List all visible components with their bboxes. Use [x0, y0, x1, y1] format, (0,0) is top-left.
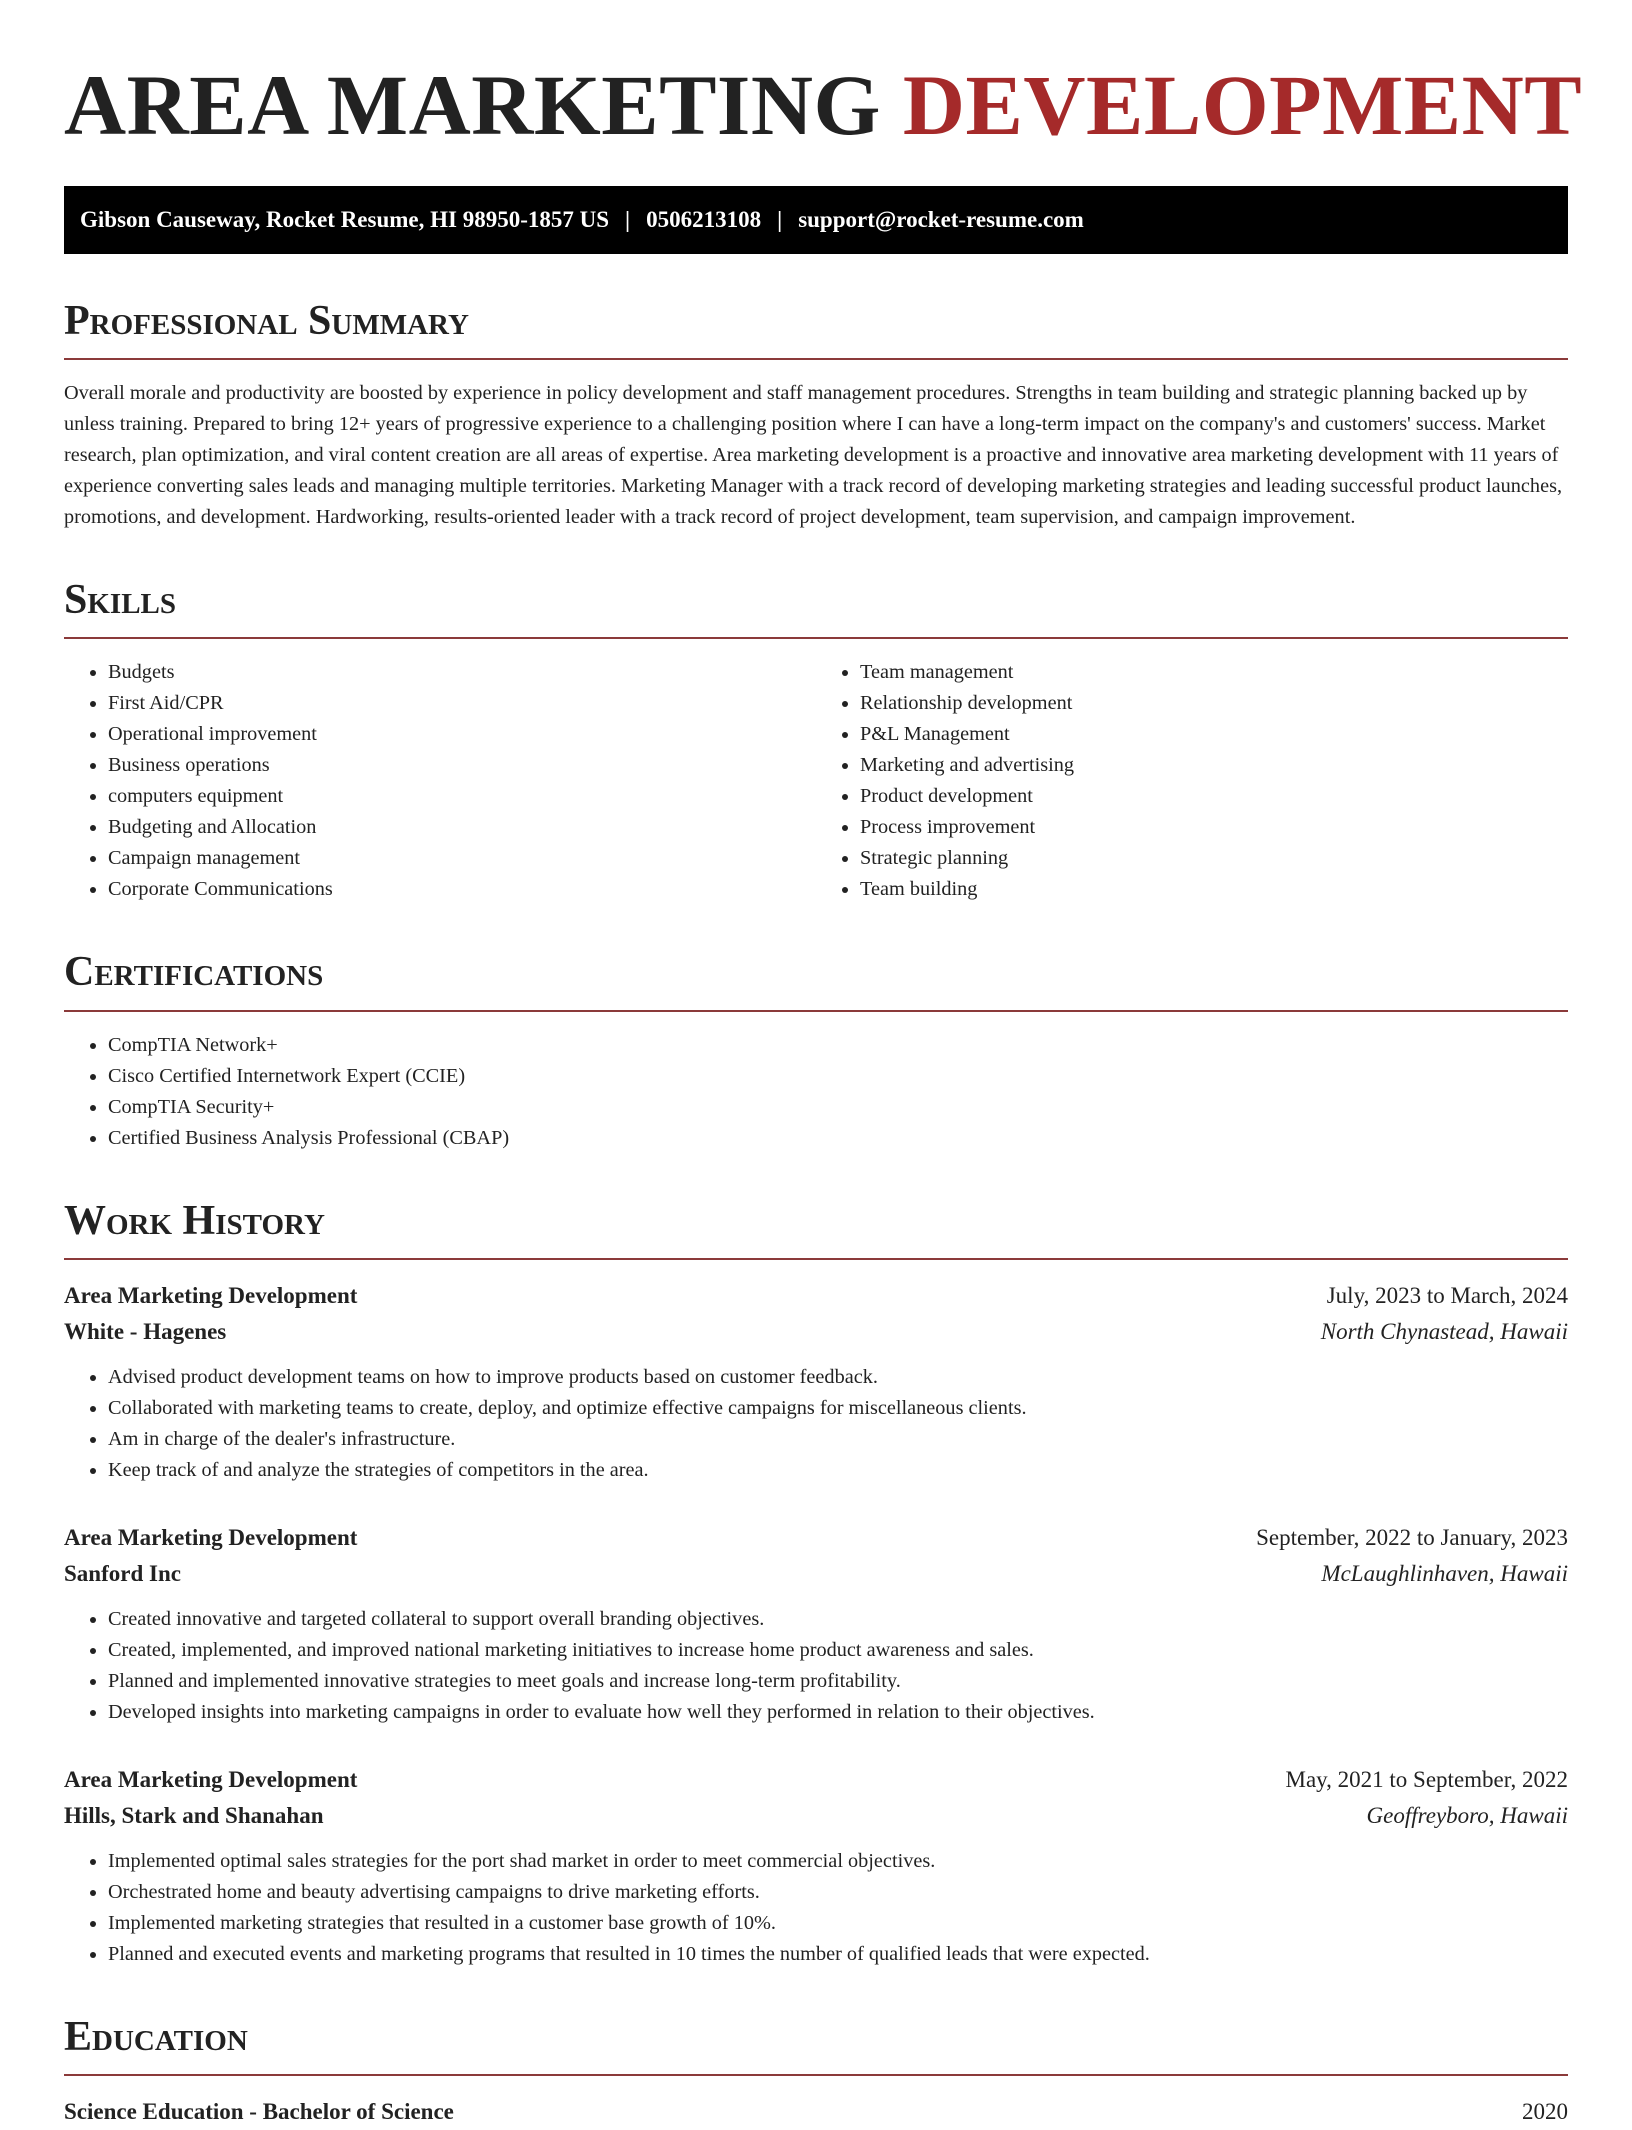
job-dates: May, 2021 to September, 2022	[1285, 1766, 1568, 1792]
education-section	[64, 2014, 1568, 2130]
certification-item: • Cisco Certified Internetwork Expert (CCIE)	[108, 1061, 1568, 1092]
job-location: McLaughlinhaven, Hawaii	[1321, 1560, 1568, 1586]
job-bullet: • Implemented marketing strategies that resulted in a customer base growth of 10%.	[108, 1908, 1568, 1939]
job-bullet: • Planned and executed events and marketing programs that resulted in 10 times the number of qualified leads that were expected.	[108, 1939, 1568, 1970]
education-degree: Science Education - Bachelor of Science	[64, 2098, 454, 2124]
job-company: Sanford Inc	[64, 1560, 181, 1586]
job-bullet: • Planned and implemented innovative strategies to meet goals and increase long-term profitability.	[108, 1666, 1568, 1697]
section-title: Work History	[64, 1197, 325, 1244]
job-bullet: • Created, implemented, and improved national marketing initiatives to increase home product awareness and sales.	[108, 1635, 1568, 1666]
contact-bar	[64, 186, 1568, 254]
job-bullets	[64, 1362, 1568, 1486]
section-divider	[64, 637, 1568, 639]
job-company-row	[64, 1798, 1568, 1834]
contact-separator: |	[777, 207, 783, 232]
skill-item: • Marketing and advertising	[860, 750, 1568, 781]
skill-item: • Campaign management	[108, 843, 816, 874]
contact-address: Gibson Causeway, Rocket Resume, HI 98950-1857 US	[80, 207, 610, 232]
education-year: 2020	[1522, 2098, 1568, 2124]
section-divider	[64, 2074, 1568, 2076]
certification-item: • CompTIA Network+	[108, 1030, 1568, 1061]
contact-separator: |	[625, 207, 631, 232]
skills-list	[816, 657, 1568, 905]
job-bullet: • Collaborated with marketing teams to create, deploy, and optimize effective campaigns for miscellaneous clients.	[108, 1393, 1568, 1424]
job-dates: July, 2023 to March, 2024	[1326, 1282, 1568, 1308]
skill-item: • Budgeting and Allocation	[108, 812, 816, 843]
skills-section	[64, 577, 1568, 905]
certification-item: • Certified Business Analysis Professional (CBAP)	[108, 1123, 1568, 1154]
section-title: Certifications	[64, 949, 324, 996]
name-last: DEVELOPMENT	[902, 57, 1583, 153]
job-bullet: • Developed insights into marketing campaigns in order to evaluate how well they performed in relation to their objectives.	[108, 1697, 1568, 1728]
certifications-section	[64, 949, 1568, 1153]
skill-item: • Product development	[860, 781, 1568, 812]
section-divider	[64, 1258, 1568, 1260]
contact-phone: 0506213108	[646, 207, 762, 232]
work-history-section	[64, 1198, 1568, 1970]
skills-column-right	[816, 657, 1568, 905]
job-company: White - Hagenes	[64, 1318, 227, 1344]
job-header-row	[64, 1762, 1568, 1798]
job-bullets	[64, 1604, 1568, 1728]
job-entry	[64, 1520, 1568, 1728]
skill-item: • computers equipment	[108, 781, 816, 812]
skills-grid	[64, 657, 1568, 905]
section-divider	[64, 358, 1568, 360]
skill-item: • First Aid/CPR	[108, 688, 816, 719]
job-bullet: • Am in charge of the dealer's infrastructure.	[108, 1424, 1568, 1455]
job-location: Geoffreyboro, Hawaii	[1366, 1802, 1568, 1828]
skill-item: • Process improvement	[860, 812, 1568, 843]
skills-list	[64, 657, 816, 905]
skill-item: • Strategic planning	[860, 843, 1568, 874]
summary-section	[64, 298, 1568, 533]
job-bullet: • Implemented optimal sales strategies for the port shad market in order to meet commercial objectives.	[108, 1846, 1568, 1877]
job-company: Hills, Stark and Shanahan	[64, 1802, 324, 1828]
section-divider	[64, 1010, 1568, 1012]
skills-column-left	[64, 657, 816, 905]
skill-item: • Team management	[860, 657, 1568, 688]
skill-item: • Team building	[860, 874, 1568, 905]
skill-item: • Budgets	[108, 657, 816, 688]
job-bullet: • Orchestrated home and beauty advertising campaigns to drive marketing efforts.	[108, 1877, 1568, 1908]
job-bullet: • Created innovative and targeted collateral to support overall branding objectives.	[108, 1604, 1568, 1635]
skill-item: • P&L Management	[860, 719, 1568, 750]
job-bullets	[64, 1846, 1568, 1970]
contact-email: support@rocket-resume.com	[798, 207, 1084, 232]
job-title: Area Marketing Development	[64, 1766, 358, 1792]
section-title: Skills	[64, 577, 177, 624]
job-entry	[64, 1278, 1568, 1486]
job-title: Area Marketing Development	[64, 1524, 358, 1550]
skill-item: • Business operations	[108, 750, 816, 781]
job-entry	[64, 1762, 1568, 1970]
certification-item: • CompTIA Security+	[108, 1092, 1568, 1123]
section-title: Professional Summary	[64, 298, 469, 344]
job-bullet: • Keep track of and analyze the strategies of competitors in the area.	[108, 1455, 1568, 1486]
summary-text: Overall morale and productivity are boosted by experience in policy development and staff management procedures. Strengths in team building and strategic planning backed up by unless training. Prepared to bring 12+ years of progressive experience to a challenging position where I can have a long-term impact on the company's and customers' success. Market research, plan optimization, and viral content creation are all areas of expertise. Area marketing development is a proactive and innovative area marketing development with 11 years of experience converting sales leads and managing multiple territories. Marketing Manager with a track record of developing marketing strategies and leading successful product launches, promotions, and development. Hardworking, results-oriented leader with a track record of project development, team supervision, and campaign improvement.	[64, 382, 1563, 529]
skill-item: • Relationship development	[860, 688, 1568, 719]
name-heading	[64, 57, 1583, 153]
job-bullet: • Advised product development teams on how to improve products based on customer feedback.	[108, 1362, 1568, 1393]
job-header-row	[64, 1278, 1568, 1314]
name-first: AREA MARKETING	[64, 57, 881, 153]
skill-item: • Operational improvement	[108, 719, 816, 750]
section-title: Education	[64, 2013, 248, 2060]
job-location: North Chynastead, Hawaii	[1320, 1318, 1568, 1344]
job-company-row	[64, 1314, 1568, 1350]
certifications-list	[64, 1030, 1568, 1154]
job-title: Area Marketing Development	[64, 1282, 358, 1308]
skill-item: • Corporate Communications	[108, 874, 816, 905]
job-company-row	[64, 1556, 1568, 1592]
job-header-row	[64, 1520, 1568, 1556]
job-dates: September, 2022 to January, 2023	[1256, 1524, 1568, 1550]
